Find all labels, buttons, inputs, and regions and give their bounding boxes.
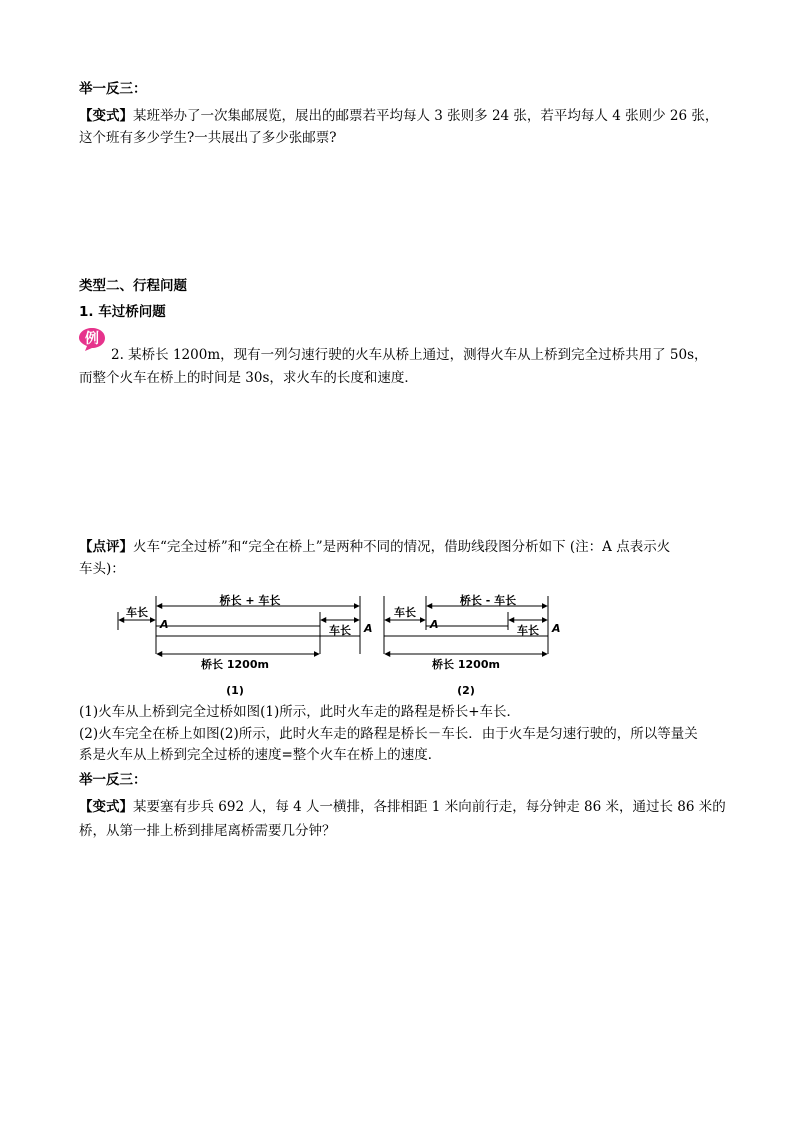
fig1-point-a-left: A <box>160 618 169 631</box>
fig1-bottom-label: 桥长 1200m <box>201 658 269 671</box>
variant-tag-2: 【变式】 <box>79 799 133 815</box>
comment-line-2: 车头)： <box>79 561 125 577</box>
type-heading: 类型二、行程问题 <box>79 278 187 294</box>
fig2-top-label: 桥长 - 车长 <box>459 594 517 607</box>
section-heading-practice-2: 举一反三： <box>79 772 147 788</box>
explanation-line-3: 系是火车从上桥到完全过桥的速度=整个火车在桥上的速度． <box>79 747 442 763</box>
fig2-caption: (2) <box>457 684 475 697</box>
example-badge-label: 例 <box>85 331 99 347</box>
sub-heading-bridge: 1. 车过桥问题 <box>79 304 166 320</box>
variant-problem-1-line-2: 这个班有多少学生?一共展出了多少张邮票? <box>79 130 337 146</box>
fig1-left-label: 车长 <box>126 606 148 619</box>
example-2-line-2: 而整个火车在桥上的时间是 30s，求火车的长度和速度． <box>79 370 418 386</box>
line-segment-diagram <box>110 590 570 700</box>
fig1-top-label: 桥长 + 车长 <box>219 594 281 607</box>
fig2-right-label: 车长 <box>517 624 539 637</box>
example-badge-icon <box>77 326 107 352</box>
comment-text: 火车“完全过桥”和“完全在桥上”是两种不同的情况，借助线段图分析如下 (注：A 点表示火 <box>133 539 671 555</box>
section-heading-practice-1: 举一反三： <box>79 81 147 97</box>
variant-text-2: 某要塞有步兵 692 人，每 4 人一横排，各排相距 1 米向前行走，每分钟走 86 米，通过长 86 米的 <box>133 799 726 815</box>
variant-problem-2-line-2: 桥，从第一排上桥到排尾离桥需要几分钟？ <box>79 823 336 839</box>
fig1-point-a-right: A <box>364 622 373 635</box>
variant-tag: 【变式】 <box>79 108 133 124</box>
comment-tag: 【点评】 <box>79 539 133 555</box>
fig1-caption: (1) <box>226 684 244 697</box>
comment-line-1 <box>79 537 670 557</box>
explanation-line-1: (1)火车从上桥到完全过桥如图(1)所示，此时火车走的路程是桥长+车长． <box>79 704 521 720</box>
example-2-line-1: 2. 某桥长 1200m，现有一列匀速行驶的火车从桥上通过，测得火车从上桥到完全过桥共用了 50s， <box>111 347 708 363</box>
variant-problem-1-line-1 <box>79 106 718 126</box>
variant-problem-2-line-1 <box>79 797 726 817</box>
fig2-point-a-right: A <box>552 622 561 635</box>
variant-text: 某班举办了一次集邮展览，展出的邮票若平均每人 3 张则多 24 张，若平均每人 4 张则少 26 张， <box>133 108 719 124</box>
fig2-point-a-left: A <box>430 618 439 631</box>
fig2-left-label: 车长 <box>394 606 416 619</box>
fig2-bottom-label: 桥长 1200m <box>432 658 500 671</box>
explanation-line-2: (2)火车完全在桥上如图(2)所示，此时火车走的路程是桥长－车长．由于火车是匀速行驶的，所以等量关 <box>79 726 698 742</box>
fig1-right-label: 车长 <box>329 624 351 637</box>
